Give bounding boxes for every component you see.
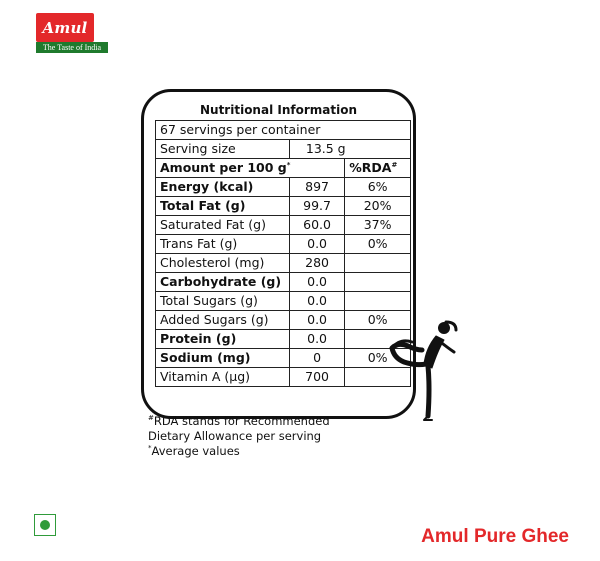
rda-note-text1: RDA stands for Recommended (153, 414, 330, 428)
nutrient-rda: 0% (345, 311, 411, 330)
veg-symbol-icon (34, 514, 56, 536)
table-row (156, 254, 411, 273)
amount-header (156, 159, 345, 178)
nutrient-label: Total Sugars (g) (156, 292, 290, 311)
avg-note-text: Average values (151, 444, 240, 458)
nutrient-label: Saturated Fat (g) (156, 216, 290, 235)
table-row (156, 349, 411, 368)
table-row (156, 235, 411, 254)
nutrient-value: 60.0 (289, 216, 344, 235)
table-row (156, 368, 411, 387)
yoga-figure-icon (386, 318, 466, 422)
nutrient-rda: 0% (345, 235, 411, 254)
servings-cell: 67 servings per container (156, 121, 411, 140)
table-row (156, 311, 411, 330)
nutrient-label: Trans Fat (g) (156, 235, 290, 254)
nutrient-value: 700 (289, 368, 344, 387)
nutrient-value: 0.0 (289, 273, 344, 292)
logo-tagline: The Taste of India (36, 42, 108, 53)
amount-header-mark: * (286, 160, 291, 169)
table-row (156, 216, 411, 235)
nutrient-rda: 37% (345, 216, 411, 235)
nutrient-label: Protein (g) (156, 330, 290, 349)
serving-size-label: Serving size (156, 140, 290, 159)
rda-note-line2: Dietary Allowance per serving (148, 429, 322, 443)
nutrient-rda: 0% (345, 349, 411, 368)
nutrient-label: Sodium (mg) (156, 349, 290, 368)
table-row-serving-size (156, 140, 411, 159)
nutrient-label: Energy (kcal) (156, 178, 290, 197)
nutrient-label: Carbohydrate (g) (156, 273, 290, 292)
nutrient-value: 99.7 (289, 197, 344, 216)
rda-header-mark: # (391, 160, 398, 169)
table-row (156, 330, 411, 349)
logo-wordmark: Amul (42, 18, 88, 37)
nutrient-label: Cholesterol (mg) (156, 254, 290, 273)
footnotes (148, 414, 330, 459)
brand-title: Amul Pure Ghee (421, 526, 569, 547)
nutrient-rda (345, 273, 411, 292)
amount-header-label: Amount per 100 g (160, 160, 287, 175)
panel-title: Nutritional Information (199, 103, 357, 117)
nutrient-value: 0.0 (289, 330, 344, 349)
table-row (156, 273, 411, 292)
nutrient-rda (345, 254, 411, 273)
nutrient-value: 280 (289, 254, 344, 273)
rda-header-label: %RDA (349, 160, 392, 175)
table-row (156, 178, 411, 197)
table-row-servings (156, 121, 411, 140)
nutrient-value: 0.0 (289, 292, 344, 311)
nutrient-value: 897 (289, 178, 344, 197)
nutrition-table (155, 120, 411, 387)
nutrient-value: 0.0 (289, 235, 344, 254)
nutrient-rda: 6% (345, 178, 411, 197)
nutrient-label: Total Fat (g) (156, 197, 290, 216)
nutrient-value: 0 (289, 349, 344, 368)
nutrient-value: 0.0 (289, 311, 344, 330)
veg-dot (40, 520, 50, 530)
rda-note-line1 (148, 414, 330, 429)
nutrition-panel (141, 89, 416, 419)
avg-note-mark: * (148, 444, 152, 453)
nutrient-rda: 20% (345, 197, 411, 216)
serving-size-value: 13.5 g (289, 140, 410, 159)
logo-red-box (36, 13, 94, 42)
amul-logo (36, 13, 108, 53)
table-row-header (156, 159, 411, 178)
nutrient-rda (345, 292, 411, 311)
rda-header (345, 159, 411, 178)
table-row (156, 197, 411, 216)
rda-note-mark: # (148, 414, 154, 423)
avg-note-line (148, 444, 330, 459)
nutrient-label: Added Sugars (g) (156, 311, 290, 330)
table-row (156, 292, 411, 311)
nutrient-label: Vitamin A (µg) (156, 368, 290, 387)
